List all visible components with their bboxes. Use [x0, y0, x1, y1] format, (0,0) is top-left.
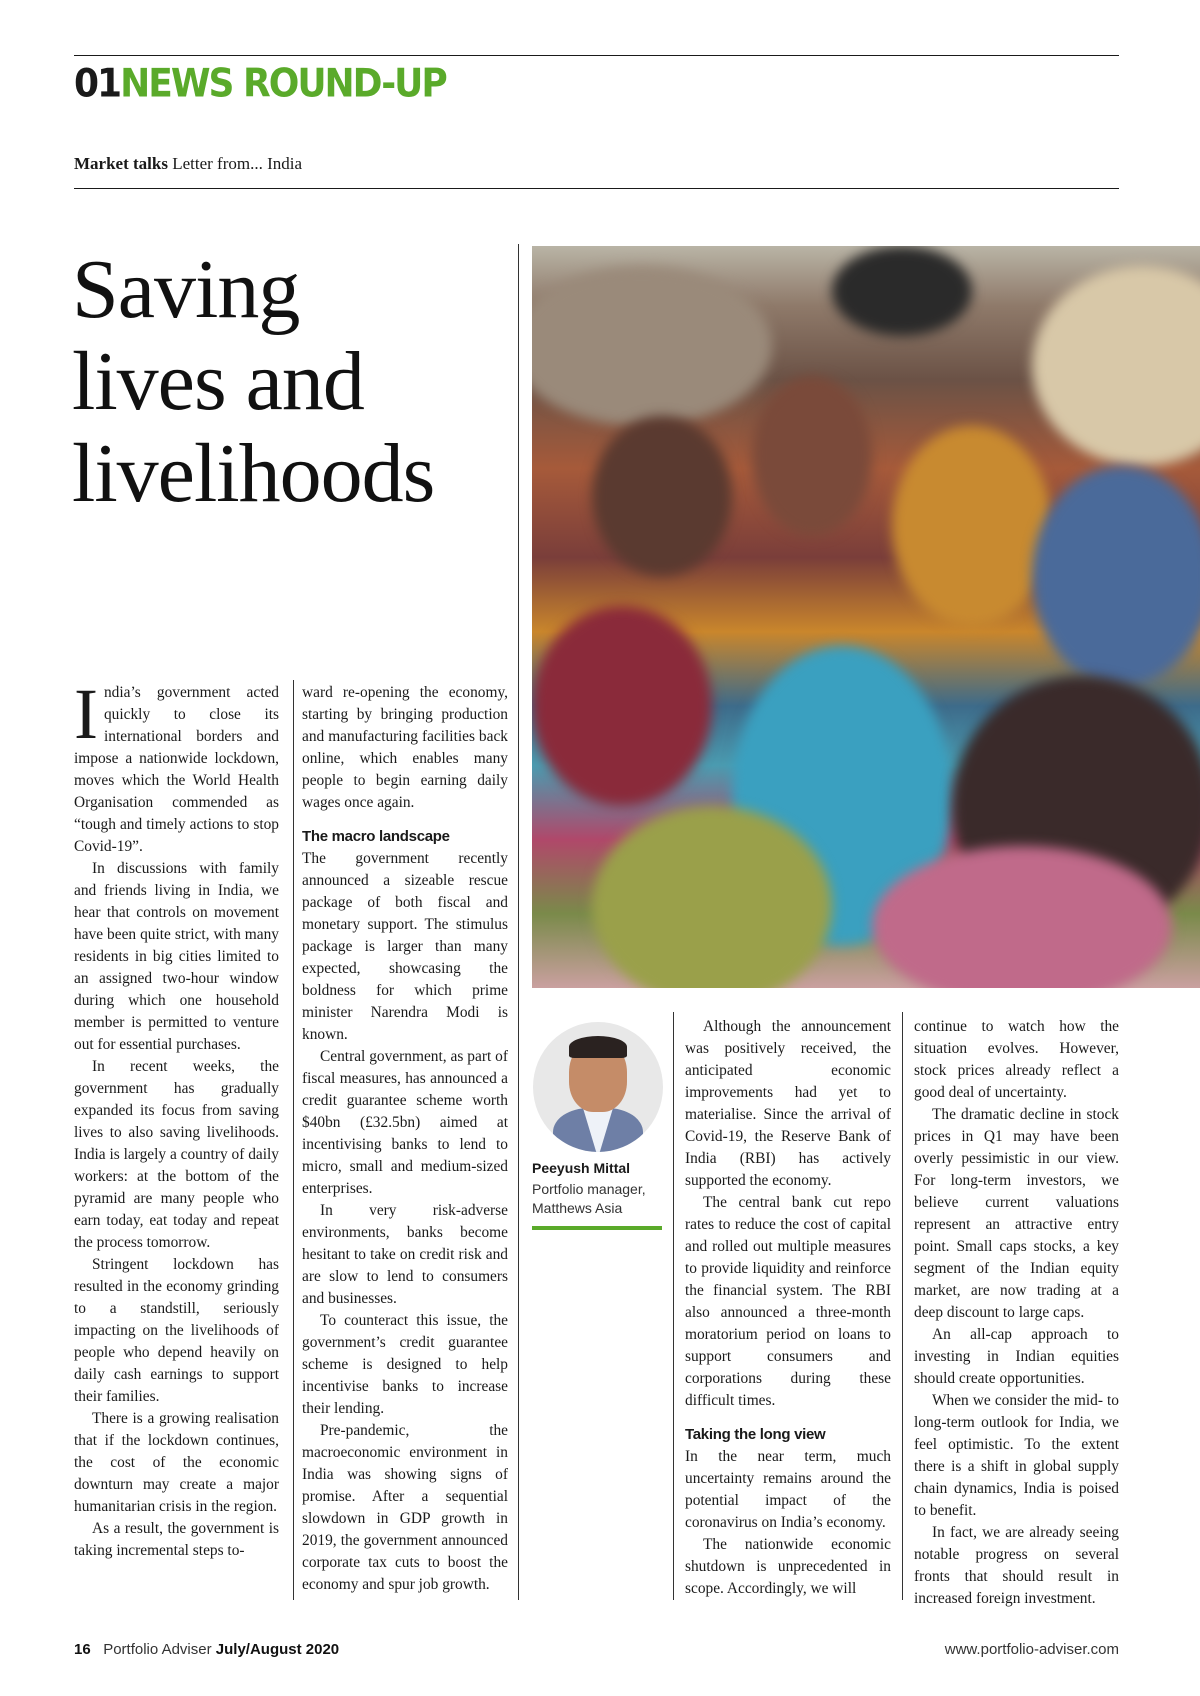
- column-rule: [902, 1012, 903, 1600]
- paragraph: continue to watch how the situation evolves. However, stock prices already reflect a good deal of uncertainty.: [914, 1018, 1119, 1101]
- section-title: [74, 60, 446, 110]
- author-role: Portfolio manager, Matthews Asia: [532, 1181, 646, 1216]
- paragraph: In recent weeks, the government has gradually expanded its focus from saving lives to also saving livelihoods. India is largely a country of daily workers: at the bottom of the pyramid are many people who earn today, eat today and repeat the process tomorrow.: [74, 1058, 279, 1251]
- column-rule: [293, 680, 294, 1600]
- page-number: 16: [74, 1641, 91, 1658]
- article-column-1: [74, 674, 279, 1562]
- paragraph: ward re-opening the economy, starting by bringing production and manufacturing facilities back online, which enables many people to begin earning daily wages once again.: [302, 684, 508, 811]
- article-column-3: [685, 1016, 891, 1600]
- headline-line: Saving: [72, 243, 300, 336]
- article-column-2: [302, 682, 508, 1596]
- paragraph: India’s government acted quickly to close its international borders and impose a nationwide lockdown, moves which the World Health Organisation commended as “tough and timely actions to stop Covid-19”.: [74, 674, 279, 855]
- column-rule: [673, 1012, 674, 1600]
- paragraph: Although the announcement was positively received, the anticipated economic improvements had yet to materialise. Since the arrival of Covid-19, the Reserve Bank of India (RBI) has actively supported the economy.: [685, 1018, 891, 1189]
- paragraph: The central bank cut repo rates to reduce the cost of capital and rolled out multiple measures to provide liquidity and reinforce the financial system. The RBI also announced a three-month moratorium period on loans to support consumers and corporations during these difficult times.: [685, 1194, 891, 1409]
- paragraph: In very risk-adverse environments, banks become hesitant to take on credit risk and are slow to lend to consumers and businesses.: [302, 1202, 508, 1307]
- headline: [72, 244, 502, 520]
- article-column-4: [914, 1016, 1119, 1610]
- paragraph: As a result, the government is taking incremental steps to-: [74, 1520, 279, 1559]
- column-rule: [518, 244, 519, 1600]
- paragraph: There is a growing realisation that if the lockdown continues, the cost of the economic downturn may create a major humanitarian crisis in the region.: [74, 1410, 279, 1515]
- paragraph: Stringent lockdown has resulted in the economy grinding to a standstill, seriously impacting on the livelihoods of people who depend heavily on daily cash earnings to support their families.: [74, 1256, 279, 1405]
- paragraph: The nationwide economic shutdown is unprecedented in scope. Accordingly, we will: [685, 1536, 891, 1597]
- paragraph: The dramatic decline in stock prices in Q1 may have been overly pessimistic in our view. For long-term investors, we believe current valuations represent an attractive entry point. Small caps stocks, a key segment of the Indian equity market, are now trading at a deep discount to large caps.: [914, 1106, 1119, 1321]
- kicker-text: Letter from... India: [167, 154, 303, 173]
- paragraph: When we consider the mid- to long-term outlook for India, we feel optimistic. To the extent there is a shift in global supply chain dynamics, India is poised to benefit.: [914, 1392, 1119, 1519]
- paragraph: The government recently announced a sizeable rescue package of both fiscal and monetary support. The stimulus package is larger than many expected, showcasing the boldness for which prime minister Narendra Modi is known.: [302, 850, 508, 1043]
- paragraph: In fact, we are already seeing notable progress on several fronts that should result in increased foreign investment.: [914, 1524, 1119, 1607]
- issue-date: July/August 2020: [215, 1641, 340, 1658]
- kicker-bold: Market talks: [74, 154, 168, 173]
- paragraph: Central government, as part of fiscal measures, has announced a credit guarantee scheme worth $40bn (£32.5bn) aimed at incentivising banks to lend to micro, small and medium-sized enterprises.: [302, 1048, 508, 1197]
- paragraph: In discussions with family and friends living in India, we hear that controls on movement have been quite strict, with many residents in big cities limited to an assigned two-hour window during which one household member is permitted to venture out for essential purchases.: [74, 860, 279, 1053]
- footer-url[interactable]: [945, 1641, 1119, 1658]
- kicker: [74, 154, 302, 174]
- publication-name: Portfolio Adviser: [103, 1641, 212, 1658]
- kicker-rule: [74, 188, 1119, 189]
- headline-line: lives and: [72, 335, 364, 428]
- website-link[interactable]: www.portfolio-adviser.com: [944, 1641, 1119, 1658]
- paragraph: Pre-pandemic, the macroeconomic environment in India was showing signs of promise. After a sequential slowdown in GDP growth in 2019, the government announced corporate tax cuts to boost the economy and spur job growth.: [302, 1422, 508, 1593]
- paragraph: An all-cap approach to investing in Indian equities should create opportunities.: [914, 1326, 1119, 1387]
- subheading: The macro landscape: [302, 828, 450, 845]
- paragraph: In the near term, much uncertainty remains around the potential impact of the coronavirus on India’s economy.: [685, 1448, 891, 1531]
- top-rule: [74, 55, 1119, 56]
- subheading: Taking the long view: [685, 1426, 826, 1443]
- crowd-photo: [532, 246, 1200, 988]
- headline-line: livelihoods: [72, 427, 435, 520]
- author-photo: [533, 1022, 663, 1152]
- dropcap: I: [74, 674, 98, 754]
- byline-rule: [532, 1226, 662, 1230]
- footer-left: [74, 1641, 339, 1658]
- paragraph: To counteract this issue, the government’s credit guarantee scheme is designed to help incentivise banks to increase their lending.: [302, 1312, 508, 1417]
- section-number: 01: [74, 62, 121, 107]
- section-label: NEWS ROUND-UP: [120, 62, 446, 107]
- author-name: Peeyush Mittal: [532, 1160, 631, 1176]
